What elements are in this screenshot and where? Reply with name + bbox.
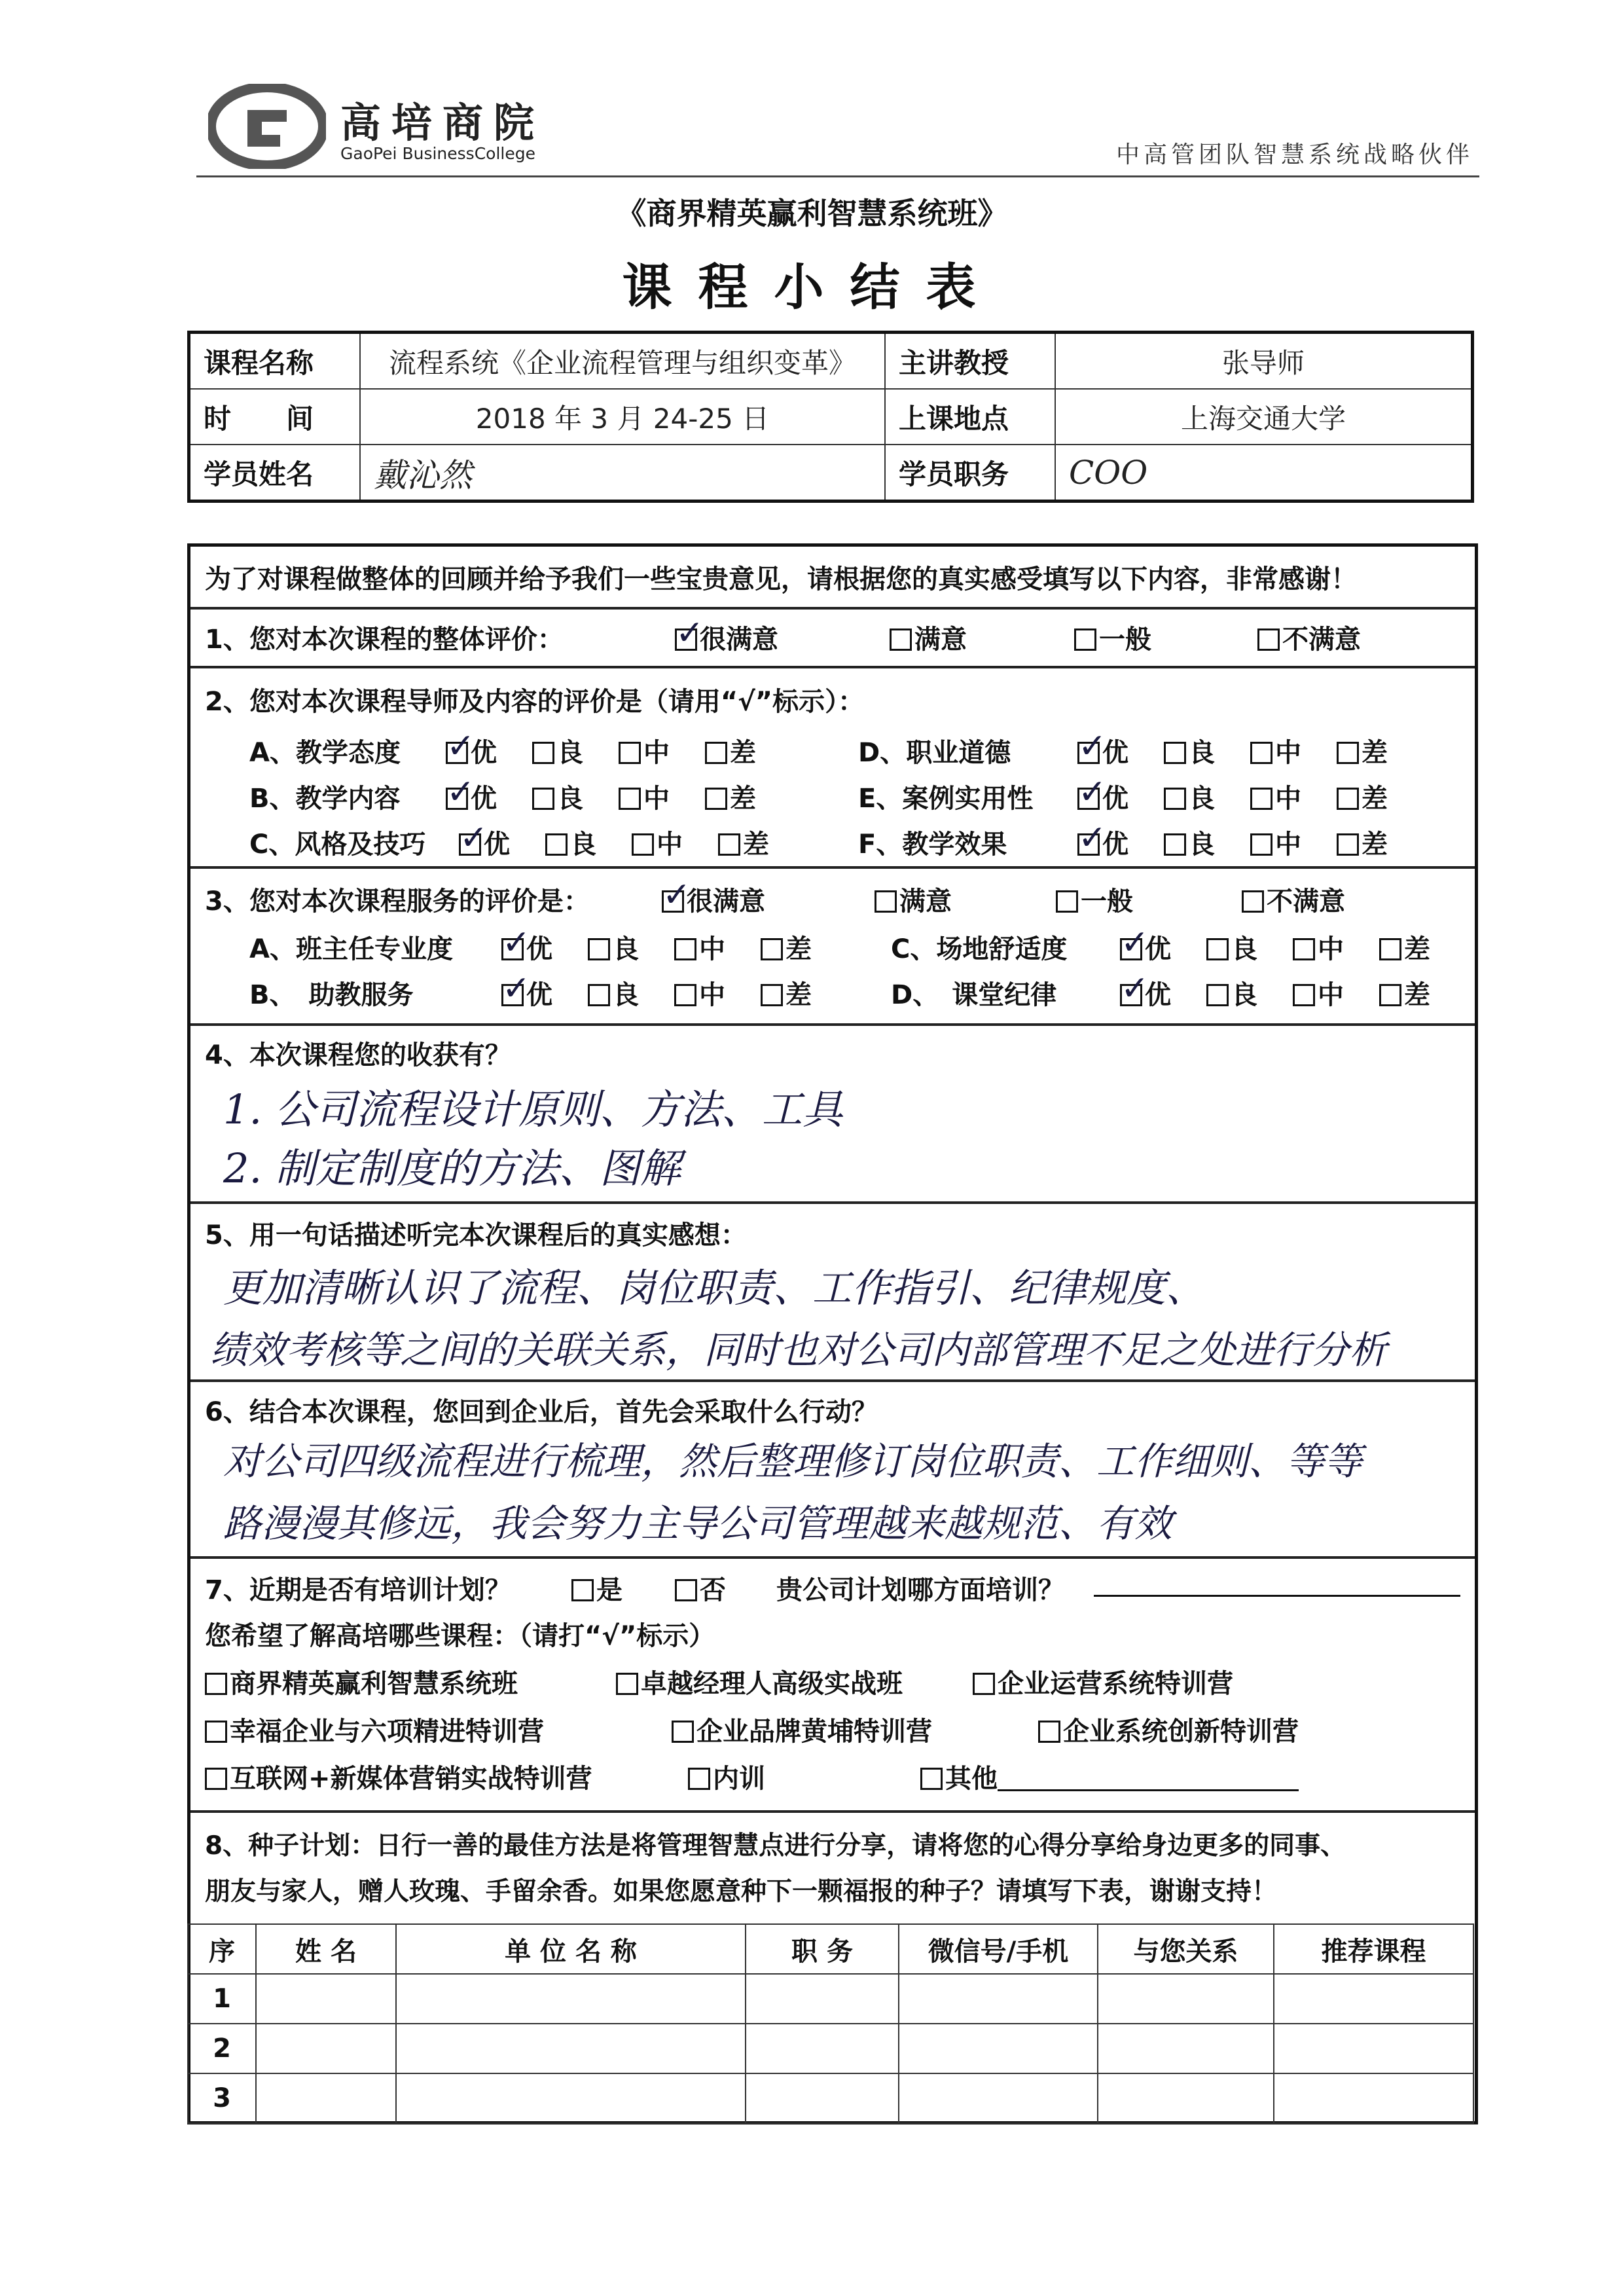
checkbox-icon[interactable] xyxy=(920,1768,943,1790)
grade-option[interactable]: 差 xyxy=(1379,928,1430,966)
student-name-label: 学员姓名 xyxy=(189,445,361,501)
q5-answer-line[interactable]: 更加清晰认识了流程、岗位职责、工作指引、纪律规度、 xyxy=(223,1266,1205,1311)
checkbox-icon[interactable] xyxy=(890,629,912,651)
table-row xyxy=(188,2024,1473,2073)
checkbox-icon[interactable] xyxy=(875,890,897,913)
checkbox-icon[interactable] xyxy=(1337,833,1359,856)
grade-option[interactable]: ✓优 xyxy=(446,778,497,815)
checkbox-icon[interactable] xyxy=(1379,938,1401,960)
rating-item-label: D、 课堂纪律 xyxy=(891,980,1057,1010)
checkbox-checked-icon[interactable] xyxy=(1077,833,1100,856)
checkbox-icon[interactable] xyxy=(1164,833,1186,856)
q6-label: 6、结合本次课程，您回到企业后，首先会采取什么行动？ xyxy=(205,1397,878,1427)
column-header: 与您关系 xyxy=(1098,1924,1274,1974)
divider xyxy=(190,866,1475,869)
row-number: 1 xyxy=(188,1974,256,2024)
column-header: 单 位 名 称 xyxy=(396,1924,746,1974)
grade-option[interactable]: 良 xyxy=(1164,824,1215,861)
table-header-row xyxy=(188,1924,1473,1974)
rating-item-label: B、 助教服务 xyxy=(249,980,414,1010)
q7-plan-label: 贵公司计划哪方面培训？ xyxy=(776,1575,1064,1605)
checkbox-icon[interactable] xyxy=(205,1721,227,1743)
column-header: 序 xyxy=(188,1924,256,1974)
grade-option[interactable]: ✓优 xyxy=(1077,732,1128,769)
student-position-label: 学员职务 xyxy=(885,445,1055,501)
checkbox-checked-icon[interactable] xyxy=(1077,742,1100,764)
course-option[interactable]: 内训 xyxy=(688,1758,765,1795)
q5-answer-line[interactable]: 绩效考核等之间的关联关系，同时也对公司内部管理不足之处进行分析 xyxy=(210,1328,1388,1372)
checkbox-icon[interactable] xyxy=(1164,742,1186,764)
page-title: 课程小结表 xyxy=(622,258,1002,316)
table-row xyxy=(188,1974,1473,2024)
tagline: 中高管团队智慧系统战略伙伴 xyxy=(1115,141,1473,168)
q3-option-satisfied[interactable]: 满意 xyxy=(875,881,952,918)
checkbox-icon[interactable] xyxy=(205,1768,227,1790)
student-name-value[interactable]: 戴沁然 xyxy=(360,445,885,501)
divider xyxy=(190,666,1475,668)
checkbox-icon[interactable] xyxy=(1250,833,1272,856)
grade-option[interactable]: 差 xyxy=(705,778,756,815)
course-name-value: 流程系统《企业流程管理与组织变革》 xyxy=(360,333,885,390)
q3-option-dissatisfied[interactable]: 不满意 xyxy=(1242,881,1345,918)
q6-answer-line[interactable]: 路漫漫其修远，我会努力主导公司管理越来越规范、有效 xyxy=(223,1501,1173,1546)
checkbox-icon[interactable] xyxy=(1293,938,1315,960)
grade-option[interactable]: 良 xyxy=(588,928,639,966)
grade-option[interactable]: ✓优 xyxy=(1120,974,1171,1011)
grade-option[interactable]: 良 xyxy=(532,778,583,815)
checkbox-icon[interactable] xyxy=(616,1673,638,1695)
checkbox-icon[interactable] xyxy=(1337,742,1359,764)
checkbox-icon[interactable] xyxy=(1206,938,1229,960)
grade-option[interactable]: 中 xyxy=(1250,732,1301,769)
course-option[interactable]: 企业运营系统特训营 xyxy=(973,1663,1233,1700)
checkbox-icon[interactable] xyxy=(1074,629,1096,651)
checkbox-icon[interactable] xyxy=(1206,984,1229,1006)
course-cell[interactable] xyxy=(1274,1974,1473,2024)
course-option[interactable]: 企业品牌黄埔特训营 xyxy=(672,1711,932,1748)
rating-item-label: C、场地舒适度 xyxy=(891,934,1068,964)
checkbox-icon[interactable] xyxy=(532,742,554,764)
grade-option[interactable]: 良 xyxy=(588,974,639,1011)
checkbox-icon[interactable] xyxy=(1250,788,1272,810)
q1-option-average[interactable]: 一般 xyxy=(1074,619,1151,656)
grade-option[interactable]: 差 xyxy=(718,824,769,861)
checkbox-icon[interactable] xyxy=(1250,742,1272,764)
divider xyxy=(190,1810,1475,1813)
grade-option[interactable]: 中 xyxy=(1250,824,1301,861)
teacher-value: 张导师 xyxy=(1055,333,1473,390)
contact-cell[interactable] xyxy=(899,1974,1098,2024)
rating-item-label: F、教学效果 xyxy=(858,829,1007,860)
checkbox-icon[interactable] xyxy=(545,833,568,856)
grade-option[interactable]: ✓优 xyxy=(459,824,510,861)
grade-option[interactable]: ✓优 xyxy=(1077,824,1128,861)
company-cell[interactable] xyxy=(396,2024,746,2073)
grade-option[interactable]: 中 xyxy=(1293,928,1344,966)
checkbox-icon[interactable] xyxy=(1379,984,1401,1006)
q1-option-very-satisfied[interactable]: ✓ 很满意 xyxy=(675,619,778,656)
grade-option[interactable]: 中 xyxy=(1293,974,1344,1011)
grade-option[interactable]: 差 xyxy=(1379,974,1430,1011)
checkbox-icon[interactable] xyxy=(1337,788,1359,810)
name-cell[interactable] xyxy=(256,2024,396,2073)
q3-option-very-satisfied[interactable]: ✓ 很满意 xyxy=(662,881,765,918)
position-cell[interactable] xyxy=(746,2073,899,2123)
column-header: 微信号/手机 xyxy=(899,1924,1098,1974)
divider xyxy=(190,607,1475,610)
checkbox-icon[interactable] xyxy=(718,833,740,856)
place-label: 上课地点 xyxy=(885,389,1055,445)
grade-option[interactable]: 良 xyxy=(532,732,583,769)
course-title: 《商界精英赢利智慧系统班》 xyxy=(616,196,1008,231)
student-position-value[interactable]: COO xyxy=(1055,445,1473,501)
checkbox-icon[interactable] xyxy=(674,984,696,1006)
q5-label: 5、用一句话描述听完本次课程后的真实感想： xyxy=(205,1220,747,1250)
survey-intro: 为了对课程做整体的回顾并给予我们一些宝贵意见，请根据您的真实感受填写以下内容，非常感谢！ xyxy=(205,564,1357,594)
name-cell[interactable] xyxy=(256,2073,396,2123)
divider xyxy=(190,1556,1475,1559)
header-divider xyxy=(196,175,1479,177)
checkbox-icon[interactable] xyxy=(588,984,610,1006)
grade-option[interactable]: 差 xyxy=(1337,732,1388,769)
course-info-table xyxy=(187,331,1474,503)
course-option[interactable]: 幸福企业与六项精进特训营 xyxy=(205,1711,544,1748)
course-cell[interactable] xyxy=(1274,2024,1473,2073)
rating-item-label: A、班主任专业度 xyxy=(249,934,453,964)
q1-label: 1、您对本次课程的整体评价： xyxy=(205,625,564,655)
time-value: 2018 年 3 月 24-25 日 xyxy=(360,389,885,445)
divider xyxy=(190,1379,1475,1382)
checkbox-checked-icon[interactable] xyxy=(675,629,697,651)
checkbox-icon[interactable] xyxy=(1242,890,1264,913)
q4-answer-line[interactable]: 2. 制定制度的方法、图解 xyxy=(223,1144,681,1192)
checkbox-checked-icon[interactable] xyxy=(1077,788,1100,810)
checkbox-checked-icon[interactable] xyxy=(446,742,468,764)
checkbox-icon[interactable] xyxy=(532,788,554,810)
course-option[interactable]: 商界精英赢利智慧系统班 xyxy=(205,1663,518,1700)
checkbox-checked-icon[interactable] xyxy=(501,938,524,960)
rating-item-label: D、职业道德 xyxy=(858,738,1011,768)
company-cell[interactable] xyxy=(396,2073,746,2123)
q4-label: 4、本次课程您的收获有？ xyxy=(205,1040,511,1070)
grade-option[interactable]: 良 xyxy=(1164,732,1215,769)
course-option[interactable]: 卓越经理人高级实战班 xyxy=(616,1663,903,1700)
teacher-label: 主讲教授 xyxy=(885,333,1055,390)
checkbox-icon[interactable] xyxy=(1293,984,1315,1006)
row-number: 3 xyxy=(188,2073,256,2123)
q1-option-dissatisfied[interactable]: 不满意 xyxy=(1257,619,1361,656)
table-row xyxy=(188,2073,1473,2123)
grade-option[interactable]: ✓优 xyxy=(446,732,497,769)
company-cell[interactable] xyxy=(396,1974,746,2024)
course-option[interactable]: 企业系统创新特训营 xyxy=(1038,1711,1299,1748)
checkbox-icon[interactable] xyxy=(688,1768,710,1790)
rating-item-label: C、风格及技巧 xyxy=(249,829,426,860)
checkbox-icon[interactable] xyxy=(705,788,727,810)
checkbox-checked-icon[interactable] xyxy=(662,890,684,913)
q7-option-yes[interactable]: 是 xyxy=(571,1569,623,1607)
column-header: 推荐课程 xyxy=(1274,1924,1473,1974)
relation-cell[interactable] xyxy=(1098,2024,1274,2073)
course-option[interactable]: 互联网+新媒体营销实战特训营 xyxy=(205,1758,592,1795)
relation-cell[interactable] xyxy=(1098,1974,1274,2024)
name-cell[interactable] xyxy=(256,1974,396,2024)
logo-name: 高培商院 xyxy=(340,99,545,147)
checkbox-icon[interactable] xyxy=(619,788,641,810)
divider xyxy=(190,1023,1475,1026)
rating-item-label: E、案例实用性 xyxy=(858,784,1034,814)
logo-subtitle: GaoPei BusinessCollege xyxy=(340,144,535,163)
grade-option[interactable]: 中 xyxy=(632,824,683,861)
checkbox-checked-icon[interactable] xyxy=(459,833,481,856)
column-header: 姓 名 xyxy=(256,1924,396,1974)
seed-plan-table xyxy=(187,1923,1474,2124)
position-cell[interactable] xyxy=(746,2024,899,2073)
checkbox-icon[interactable] xyxy=(205,1673,227,1695)
grade-option[interactable]: ✓优 xyxy=(501,928,552,966)
relation-cell[interactable] xyxy=(1098,2073,1274,2123)
checkbox-icon[interactable] xyxy=(973,1673,995,1695)
grade-option[interactable]: 差 xyxy=(761,974,812,1011)
checkbox-icon[interactable] xyxy=(1038,1721,1060,1743)
checkbox-icon[interactable] xyxy=(705,742,727,764)
q8-text-line2: 朋友与家人，赠人玫瑰、手留余香。如果您愿意种下一颗福报的种子？请填写下表，谢谢支持！ xyxy=(205,1877,1278,1906)
survey-form xyxy=(187,543,1478,2124)
checkbox-icon[interactable] xyxy=(675,1579,697,1601)
checkbox-icon[interactable] xyxy=(632,833,654,856)
checkbox-icon[interactable] xyxy=(1056,890,1078,913)
checkbox-icon[interactable] xyxy=(674,938,696,960)
q3-option-average[interactable]: 一般 xyxy=(1056,881,1133,918)
course-option-other[interactable]: 其他 xyxy=(920,1758,1299,1795)
row-number: 2 xyxy=(188,2024,256,2073)
rating-item-label: A、教学态度 xyxy=(249,738,401,768)
checkbox-icon[interactable] xyxy=(588,938,610,960)
checkbox-checked-icon[interactable] xyxy=(501,984,524,1006)
checkbox-icon[interactable] xyxy=(672,1721,694,1743)
grade-option[interactable]: 良 xyxy=(545,824,596,861)
q7-courses-label: 您希望了解高培哪些课程：（请打“√”标示） xyxy=(205,1621,715,1651)
q7-option-no[interactable]: 否 xyxy=(675,1569,726,1607)
checkbox-icon[interactable] xyxy=(1257,629,1280,651)
course-cell[interactable] xyxy=(1274,2073,1473,2123)
checkbox-icon[interactable] xyxy=(761,938,783,960)
position-cell[interactable] xyxy=(746,1974,899,2024)
q6-answer-line[interactable]: 对公司四级流程进行梳理，然后整理修订岗位职责、工作细则、等等 xyxy=(223,1439,1363,1484)
grade-option[interactable]: 中 xyxy=(1250,778,1301,815)
checkbox-checked-icon[interactable] xyxy=(446,788,468,810)
checkbox-icon[interactable] xyxy=(761,984,783,1006)
grade-option[interactable]: 中 xyxy=(674,928,725,966)
checkbox-icon[interactable] xyxy=(1164,788,1186,810)
checkbox-icon[interactable] xyxy=(619,742,641,764)
grade-option[interactable]: 差 xyxy=(1337,824,1388,861)
grade-option[interactable]: 良 xyxy=(1206,928,1257,966)
checkbox-checked-icon[interactable] xyxy=(1120,938,1142,960)
grade-option[interactable]: ✓优 xyxy=(501,974,552,1011)
time-label: 时 间 xyxy=(189,389,361,445)
contact-cell[interactable] xyxy=(899,2024,1098,2073)
grade-option[interactable]: 中 xyxy=(619,778,670,815)
q7-label: 7、近期是否有培训计划？ xyxy=(205,1575,511,1605)
q7-plan-input[interactable] xyxy=(1094,1569,1460,1599)
contact-cell[interactable] xyxy=(899,2073,1098,2123)
grade-option[interactable]: 良 xyxy=(1164,778,1215,815)
column-header: 职 务 xyxy=(746,1924,899,1974)
divider xyxy=(190,1201,1475,1204)
gaopei-logo-icon xyxy=(208,84,326,169)
grade-option[interactable]: 差 xyxy=(705,732,756,769)
place-value: 上海交通大学 xyxy=(1055,389,1473,445)
grade-option[interactable]: 良 xyxy=(1206,974,1257,1011)
grade-option[interactable]: 差 xyxy=(1337,778,1388,815)
grade-option[interactable]: 中 xyxy=(619,732,670,769)
q8-text-line1: 8、种子计划：日行一善的最佳方法是将管理智慧点进行分享，请将您的心得分享给身边更多的同事、 xyxy=(205,1831,1346,1861)
grade-option[interactable]: ✓优 xyxy=(1120,928,1171,966)
course-name-label: 课程名称 xyxy=(189,333,361,390)
q3-label: 3、您对本次课程服务的评价是： xyxy=(205,886,590,917)
q4-answer-line[interactable]: 1. 公司流程设计原则、方法、工具 xyxy=(223,1085,843,1133)
rating-item-label: B、教学内容 xyxy=(249,784,401,814)
grade-option[interactable]: 中 xyxy=(674,974,725,1011)
grade-option[interactable]: ✓优 xyxy=(1077,778,1128,815)
checkbox-checked-icon[interactable] xyxy=(1120,984,1142,1006)
q1-option-satisfied[interactable]: 满意 xyxy=(890,619,967,656)
q2-label: 2、您对本次课程导师及内容的评价是（请用“√”标示）： xyxy=(205,687,865,717)
checkbox-icon[interactable] xyxy=(571,1579,594,1601)
grade-option[interactable]: 差 xyxy=(761,928,812,966)
